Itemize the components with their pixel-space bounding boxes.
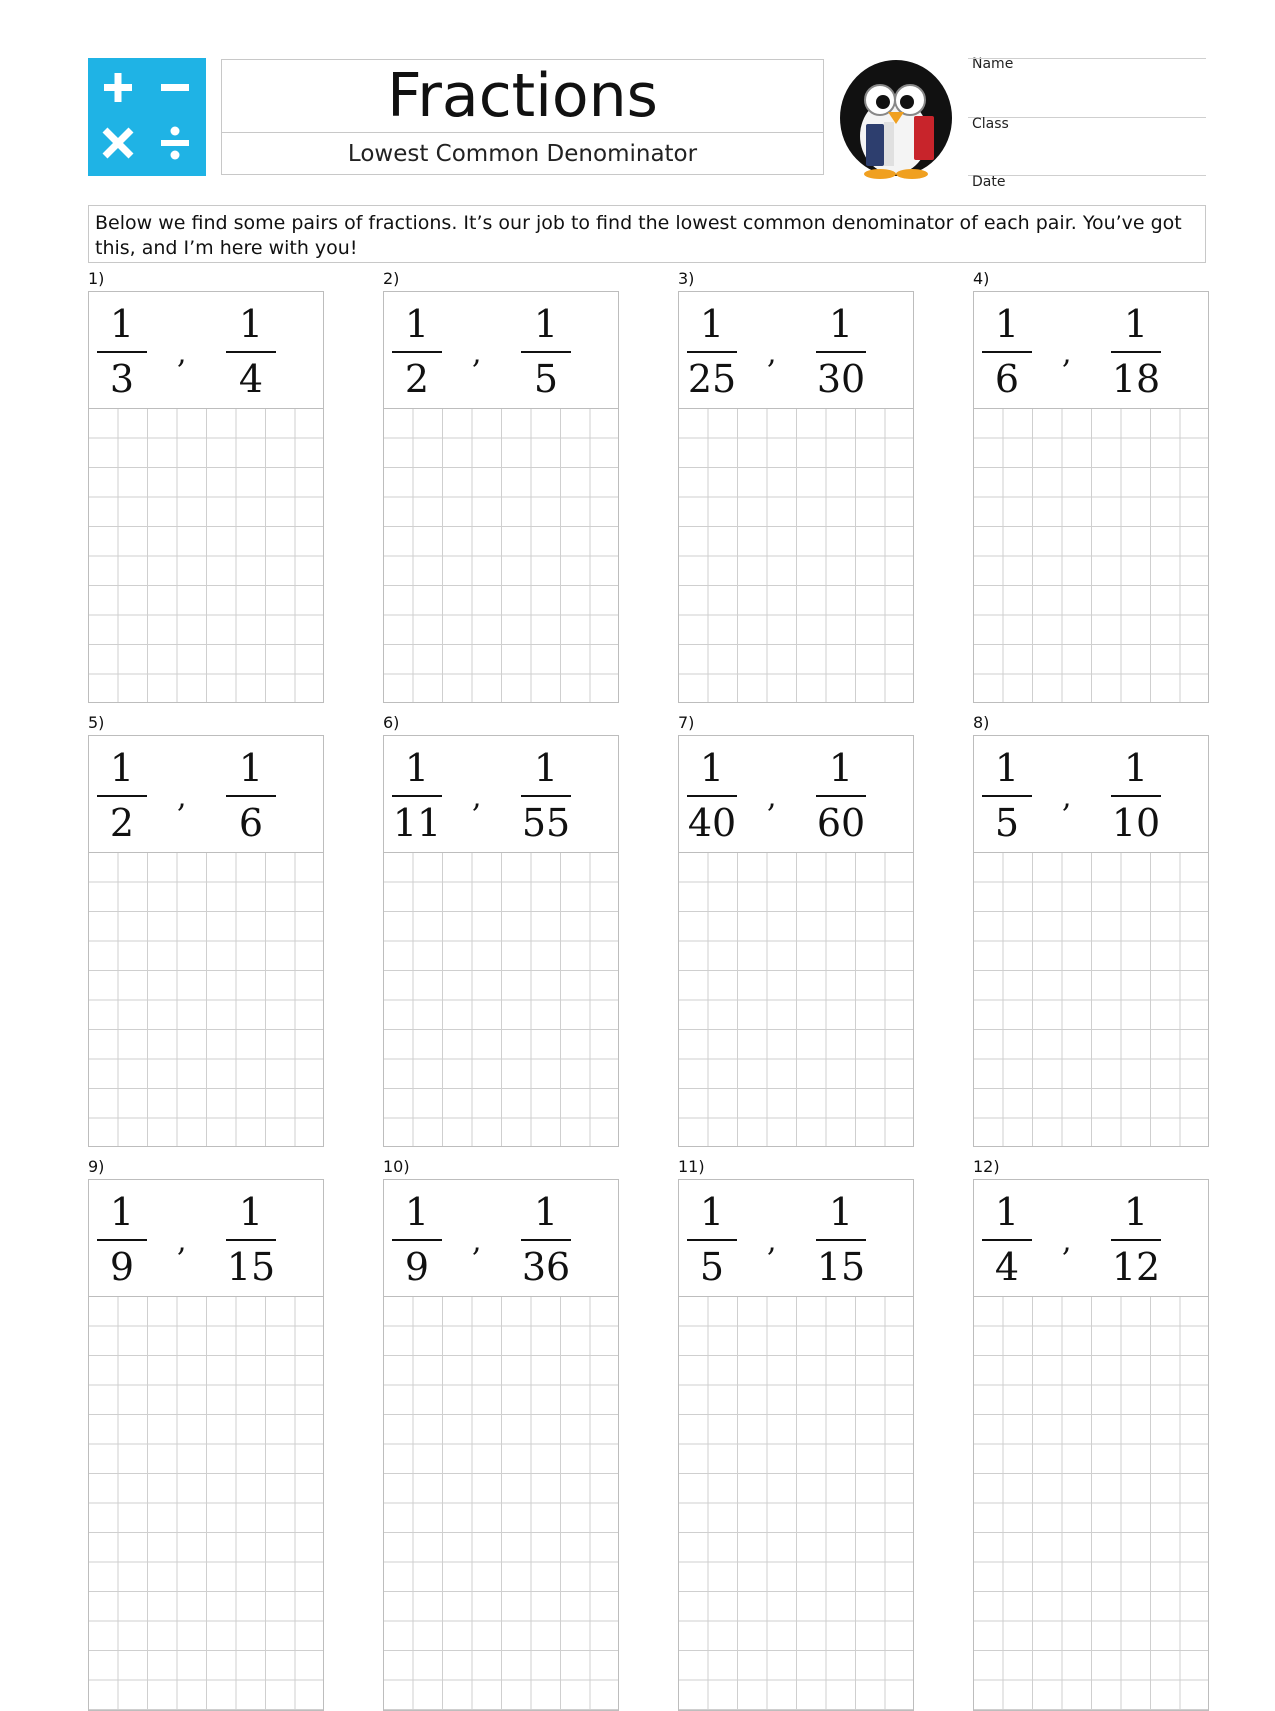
denominator: 15 [226,1245,276,1289]
problem-number: 4) [973,269,990,288]
denominator: 5 [994,801,1020,845]
denominator: 2 [404,357,430,401]
problem-4 [973,269,1209,703]
instructions: Below we find some pairs of fractions. It’s our job to find the lowest common denominator of each pair. You’ve got this, and I’m here with you! [88,205,1206,263]
separator: , [767,780,777,815]
denominator: 12 [1111,1245,1161,1289]
name-label: Name [972,56,1014,72]
problem-10 [383,1157,619,1711]
fraction-pair [88,735,324,853]
numerator: 1 [238,1190,264,1234]
numerator: 1 [1123,1190,1149,1234]
separator: , [177,780,187,815]
fraction-a [682,744,742,847]
fraction-a [682,1188,742,1291]
separator: , [177,336,187,371]
fraction-pair [88,291,324,409]
denominator: 6 [238,801,264,845]
fraction-pair [973,735,1209,853]
problem-number: 7) [678,713,695,732]
problem-8 [973,713,1209,1147]
fraction-a [682,300,742,403]
fraction-pair [678,735,914,853]
problem-12 [973,1157,1209,1711]
numerator: 1 [109,302,135,346]
numerator: 1 [238,746,264,790]
fraction-b [811,744,871,847]
denominator: 5 [699,1245,725,1289]
denominator: 36 [521,1245,571,1289]
separator: , [177,1224,187,1259]
name-field-top-line [968,58,1206,59]
numerator: 1 [828,746,854,790]
separator: , [767,336,777,371]
fraction-a [387,1188,447,1291]
separator: , [1062,780,1072,815]
numerator: 1 [404,1190,430,1234]
work-grid[interactable] [383,408,619,703]
work-grid[interactable] [88,408,324,703]
problem-11 [678,1157,914,1711]
fraction-pair [678,291,914,409]
separator: , [1062,336,1072,371]
numerator: 1 [994,302,1020,346]
fraction-pair [88,1179,324,1297]
math-operations-logo [88,58,206,176]
denominator: 11 [392,801,442,845]
fraction-a [92,300,152,403]
fraction-b [1106,1188,1166,1291]
fraction-b [221,1188,281,1291]
page-title: Fractions [222,60,823,133]
fraction-b [221,300,281,403]
problem-7 [678,713,914,1147]
fraction-a [977,300,1037,403]
work-grid[interactable] [88,852,324,1147]
fraction-b [221,744,281,847]
multiply-icon [105,130,131,156]
fraction-b [516,300,576,403]
separator: , [472,336,482,371]
fraction-pair [383,1179,619,1297]
work-grid[interactable] [383,1296,619,1711]
plus-icon [104,73,132,102]
work-grid[interactable] [973,408,1209,703]
separator: , [1062,1224,1072,1259]
numerator: 1 [404,302,430,346]
numerator: 1 [699,746,725,790]
numerator: 1 [699,1190,725,1234]
work-grid[interactable] [88,1296,324,1711]
numerator: 1 [109,1190,135,1234]
numerator: 1 [994,746,1020,790]
problem-5 [88,713,324,1147]
fraction-a [92,744,152,847]
problem-2 [383,269,619,703]
separator: , [767,1224,777,1259]
fraction-pair [973,291,1209,409]
title-box [221,59,824,175]
class-label: Class [972,116,1009,132]
date-label: Date [972,174,1006,190]
numerator: 1 [828,302,854,346]
fraction-pair [973,1179,1209,1297]
problem-number: 6) [383,713,400,732]
denominator: 4 [238,357,264,401]
denominator: 55 [521,801,571,845]
denominator: 30 [816,357,866,401]
problem-number: 8) [973,713,990,732]
denominator: 2 [109,801,135,845]
numerator: 1 [699,302,725,346]
numerator: 1 [1123,302,1149,346]
problem-number: 11) [678,1157,705,1176]
numerator: 1 [828,1190,854,1234]
numerator: 1 [533,302,559,346]
work-grid[interactable] [678,852,914,1147]
work-grid[interactable] [973,1296,1209,1711]
denominator: 4 [994,1245,1020,1289]
fraction-a [387,744,447,847]
denominator: 40 [687,801,737,845]
denominator: 18 [1111,357,1161,401]
numerator: 1 [533,1190,559,1234]
denominator: 9 [404,1245,430,1289]
numerator: 1 [533,746,559,790]
fraction-a [977,1188,1037,1291]
fraction-a [387,300,447,403]
denominator: 5 [533,357,559,401]
numerator: 1 [109,746,135,790]
numerator: 1 [404,746,430,790]
fraction-b [1106,744,1166,847]
fraction-b [811,1188,871,1291]
problem-number: 12) [973,1157,1000,1176]
fraction-b [1106,300,1166,403]
fraction-pair [383,291,619,409]
denominator: 60 [816,801,866,845]
problem-1 [88,269,324,703]
fraction-pair [678,1179,914,1297]
divide-icon [161,127,189,160]
problem-number: 9) [88,1157,105,1176]
numerator: 1 [1123,746,1149,790]
fraction-a [92,1188,152,1291]
denominator: 10 [1111,801,1161,845]
problem-number: 2) [383,269,400,288]
work-grid[interactable] [678,408,914,703]
work-grid[interactable] [383,852,619,1147]
problem-number: 1) [88,269,105,288]
fraction-a [977,744,1037,847]
denominator: 15 [816,1245,866,1289]
page-subtitle: Lowest Common Denominator [347,141,698,167]
fraction-pair [383,735,619,853]
separator: , [472,1224,482,1259]
work-grid[interactable] [973,852,1209,1147]
fraction-b [811,300,871,403]
problem-9 [88,1157,324,1711]
separator: , [472,780,482,815]
problem-number: 3) [678,269,695,288]
problem-number: 5) [88,713,105,732]
denominator: 3 [109,357,135,401]
work-grid[interactable] [678,1296,914,1711]
denominator: 6 [994,357,1020,401]
fraction-b [516,1188,576,1291]
numerator: 1 [238,302,264,346]
fraction-b [516,744,576,847]
problem-3 [678,269,914,703]
denominator: 25 [687,357,737,401]
problem-number: 10) [383,1157,410,1176]
problem-6 [383,713,619,1147]
numerator: 1 [994,1190,1020,1234]
denominator: 9 [109,1245,135,1289]
penguin-mascot-icon [836,58,956,180]
minus-icon [161,84,189,91]
